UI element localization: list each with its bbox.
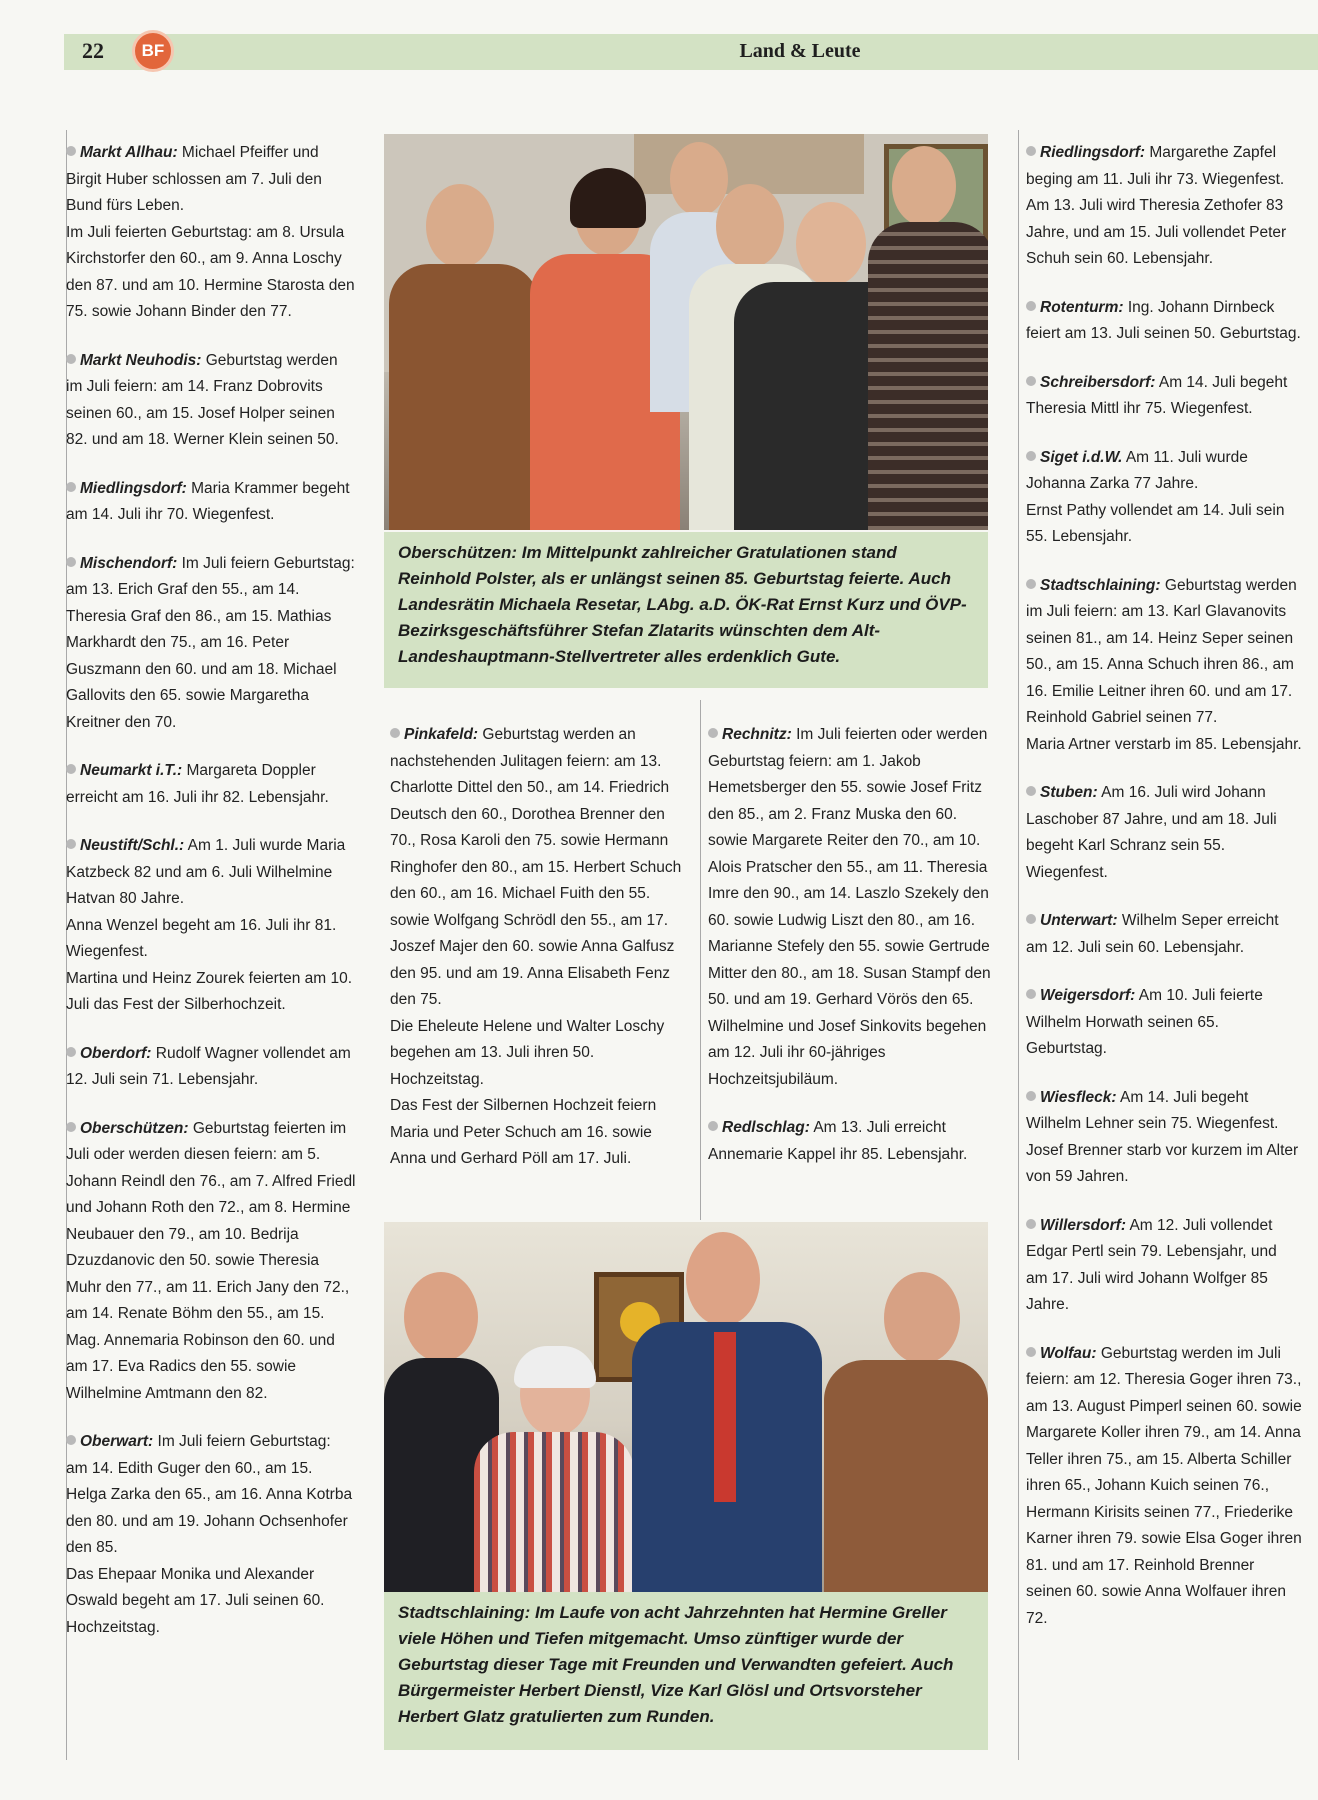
entry-text: Michael Pfeiffer und Birgit Huber schlossen am 7. Juli den Bund fürs Leben.	[66, 144, 322, 214]
entry-text: Margareta Doppler erreicht am 16. Juli ihr 82. Lebensjahr.	[66, 762, 329, 806]
entry-paragraph	[1026, 370, 1302, 423]
news-entry	[66, 476, 356, 529]
entry-paragraph	[1026, 140, 1302, 273]
entry-paragraph	[1026, 732, 1302, 759]
entry-paragraph	[1026, 1341, 1302, 1633]
entry-paragraph	[66, 551, 356, 737]
entry-paragraph	[66, 833, 356, 913]
person-figure	[824, 1272, 988, 1592]
entry-text: Im Juli feierten oder werden Geburtstag feiern: am 1. Jakob Hemetsberger den 55. sowie Josef Fritz den 85., am 2. Franz Muska den 60. sowie Margarete Reiter den 70., am 10. Alois Pratscher den 55., am 11. Theresia Imre den 90., am 14. Laszlo Szekely den 60. sowie Ludwig Liszt den 80., am 16. Marianne Stefely den 55. sowie Gertrude Mitter den 80., am 18. Susan Stampf den 50. und am 19. Gerhard Vörös den 65. Wilhelmine und Josef Sinkovits begehen am 12. Juli ihr 60-jähriges Hochzeitsjubiläum.	[708, 726, 991, 1088]
photo-caption-1: Oberschützen: Im Mittelpunkt zahlreicher Gratulationen stand Reinhold Polster, als er unlängst seinen 85. Geburtstag feierte. Auch Landesrätin Michaela Resetar, LAbg. a.D. ÖK-Rat Ernst Kurz und ÖVP-Bezirksgeschäftsführer Stefan Zlatarits wünschten dem Alt-Landeshauptmann-Stellvertreter alles erdenklich Gute.	[384, 532, 988, 688]
bullet-icon	[66, 839, 76, 849]
entry-paragraph	[390, 1093, 690, 1173]
place-name: Wolfau:	[1040, 1344, 1097, 1362]
news-entry	[66, 1116, 356, 1408]
entry-paragraph	[1026, 498, 1302, 551]
place-name: Rotenturm:	[1040, 298, 1124, 316]
place-name: Oberschützen:	[80, 1119, 189, 1137]
place-name: Willersdorf:	[1040, 1216, 1126, 1234]
entry-text: Am 11. Juli wurde Johanna Zarka 77 Jahre.	[1026, 448, 1248, 492]
column-divider	[700, 700, 701, 1220]
bullet-icon	[1026, 376, 1036, 386]
entry-paragraph	[708, 722, 998, 1093]
entry-text: Am 14. Juli begeht Wilhelm Lehner sein 75. Wiegenfest.	[1026, 1088, 1279, 1132]
entry-text: Wilhelm Seper erreicht am 12. Juli sein 60. Lebensjahr.	[1026, 912, 1279, 956]
entry-text: Anna Wenzel begeht am 16. Juli ihr 81. Wiegenfest.	[66, 916, 337, 960]
entry-paragraph	[1026, 1085, 1302, 1138]
news-entry	[1026, 445, 1302, 551]
entry-text: Im Juli feiern Geburtstag: am 14. Edith Guger den 60., am 15. Helga Zarka den 65., am 16. Anna Kotrba den 80. und am 19. Johann Ochsenhofer den 85.	[66, 1433, 353, 1556]
news-entry	[1026, 1085, 1302, 1191]
news-entry	[1026, 573, 1302, 759]
entry-paragraph	[1026, 1213, 1302, 1319]
news-entry	[390, 722, 690, 1173]
news-entry	[1026, 1341, 1302, 1633]
news-entry	[1026, 140, 1302, 273]
news-entry	[1026, 983, 1302, 1063]
entry-text: Margarethe Zapfel beging am 11. Juli ihr 73. Wiegenfest. Am 13. Juli wird Theresia Zethofer 83 Jahre, und am 15. Juli vollendet Peter Schuh sein 60. Lebensjahr.	[1026, 144, 1287, 267]
place-name: Rechnitz:	[722, 726, 792, 743]
entry-paragraph	[1026, 573, 1302, 732]
news-entry	[66, 348, 356, 454]
bullet-icon	[390, 728, 400, 738]
entry-paragraph	[66, 476, 356, 529]
photo-caption-2: Stadtschlaining: Im Laufe von acht Jahrzehnten hat Hermine Greller viele Höhen und Tiefen mitgemacht. Umso zünftiger wurde der Geburtstag dieser Tage mit Freunden und Verwandten gefeiert. Auch Bürgermeister Herbert Dienstl, Vize Karl Glösl und Ortsvorsteher Herbert Glatz gratulierten zum Runden.	[384, 1592, 988, 1750]
news-entry	[1026, 780, 1302, 886]
column-divider	[1018, 130, 1019, 1760]
person-figure	[474, 1352, 634, 1592]
person-figure	[624, 1232, 824, 1592]
bullet-icon	[66, 482, 76, 492]
place-name: Neumarkt i.T.:	[80, 762, 183, 779]
entry-text: Maria Artner verstarb im 85. Lebensjahr.	[1026, 735, 1302, 753]
news-entry	[66, 833, 356, 1019]
place-name: Stadtschlaining:	[1040, 576, 1161, 594]
bf-logo: BF	[132, 30, 174, 72]
entry-paragraph	[66, 1041, 356, 1094]
bullet-icon	[66, 764, 76, 774]
place-name: Wiesfleck:	[1040, 1088, 1117, 1106]
entry-text: Am 12. Juli vollendet Edgar Pertl sein 79. Lebensjahr, und am 17. Juli wird Johann Wolfger 85 Jahre.	[1026, 1216, 1277, 1313]
news-entry	[1026, 370, 1302, 423]
entry-text: Martina und Heinz Zourek feierten am 10. Juli das Fest der Silberhochzeit.	[66, 969, 353, 1013]
entry-text: Im Juli feierten Geburtstag: am 8. Ursula Kirchstorfer den 60., am 9. Anna Loschy den 87. und am 10. Hermine Starosta den 75. sowie Johann Binder den 77.	[66, 223, 355, 320]
entry-paragraph	[66, 966, 356, 1019]
news-entry	[1026, 1213, 1302, 1319]
news-entry	[1026, 295, 1302, 348]
entry-text: Das Ehepaar Monika und Alexander Oswald begeht am 17. Juli seinen 60. Hochzeitstag.	[66, 1565, 325, 1636]
entry-text: Geburtstag werden im Juli feiern: am 12. Theresia Goger ihren 73., am 13. August Pimperl seinen 60. sowie Margarete Koller ihren 79., am 14. Anna Teller ihren 75., am 15. Alberta Schiller ihren 65., Johann Kuich seinen 76., Hermann Kirisits seinen 77., Friederike Karner ihren 79. sowie Elsa Goger ihren 81. und am 17. Reinhold Brenner seinen 60. sowie Anna Wolfauer ihren 72.	[1026, 1344, 1302, 1627]
entry-text: Die Eheleute Helene und Walter Loschy begehen am 13. Juli ihren 50. Hochzeitstag.	[390, 1017, 665, 1088]
place-name: Oberdorf:	[80, 1044, 152, 1062]
place-name: Neustift/Schl.:	[80, 837, 185, 854]
entry-paragraph	[1026, 983, 1302, 1063]
place-name: Redlschlag:	[722, 1119, 810, 1136]
news-entry	[66, 551, 356, 737]
entry-text: Am 10. Juli feierte Wilhelm Horwath seinen 65. Geburtstag.	[1026, 987, 1263, 1057]
bullet-icon	[1026, 579, 1036, 589]
entry-paragraph	[390, 722, 690, 1014]
bullet-icon	[66, 146, 76, 156]
entry-paragraph	[66, 1429, 356, 1562]
entry-paragraph	[66, 913, 356, 966]
entry-text: Am 16. Juli wird Johann Laschober 87 Jahre, und am 18. Juli begeht Karl Schranz sein 55. Wiegenfest.	[1026, 784, 1277, 881]
entry-text: Maria Krammer begeht am 14. Juli ihr 70. Wiegenfest.	[66, 479, 350, 523]
place-name: Unterwart:	[1040, 912, 1118, 929]
entry-text: Ing. Johann Dirnbeck feiert am 13. Juli seinen 50. Geburtstag.	[1026, 298, 1301, 342]
bullet-icon	[1026, 786, 1036, 796]
bullet-icon	[1026, 1347, 1036, 1357]
news-entry	[708, 722, 998, 1093]
entry-paragraph	[1026, 780, 1302, 886]
entry-paragraph	[1026, 908, 1302, 961]
entry-paragraph	[66, 348, 356, 454]
entry-paragraph	[66, 140, 356, 220]
bullet-icon	[66, 354, 76, 364]
entry-paragraph	[1026, 295, 1302, 348]
bullet-icon	[1026, 451, 1036, 461]
place-name: Siget i.d.W.	[1040, 448, 1123, 466]
section-title: Land & Leute	[739, 40, 861, 62]
column-3	[708, 722, 998, 1190]
page-number: 22	[82, 38, 104, 63]
bullet-icon	[66, 1435, 76, 1445]
news-entry	[1026, 908, 1302, 961]
person-figure	[854, 146, 988, 530]
entry-text: Das Fest der Silbernen Hochzeit feiern Maria und Peter Schuch am 16. sowie Anna und Gerhard Pöll am 17. Juli.	[390, 1097, 657, 1167]
bullet-icon	[708, 1121, 718, 1131]
entry-text: Rudolf Wagner vollendet am 12. Juli sein 71. Lebensjahr.	[66, 1044, 351, 1088]
news-entry	[66, 758, 356, 811]
entry-paragraph	[66, 1562, 356, 1642]
entry-text: Geburtstag werden im Juli feiern: am 13. Karl Glavanovits seinen 81., am 14. Heinz Seper seinen 50., am 15. Anna Schuch ihren 86., am 16. Emilie Leitner ihren 60. und am 17. Reinhold Gabriel seinen 77.	[1026, 576, 1297, 726]
place-name: Riedlingsdorf:	[1040, 144, 1146, 161]
bullet-icon	[66, 557, 76, 567]
column-4	[1026, 140, 1302, 1654]
entry-paragraph	[1026, 1138, 1302, 1191]
place-name: Mischendorf:	[80, 554, 178, 572]
entry-text: Josef Brenner starb vor kurzem im Alter von 59 Jahren.	[1026, 1141, 1299, 1185]
entry-text: Geburtstag werden an nachstehenden Julitagen feiern: am 13. Charlotte Dittel den 50., am 14. Friedrich Deutsch den 60., Dorothea Brenner den 70., Rosa Karoli den 75. sowie Hermann Ringhofer den 80., am 15. Herbert Schuch den 60., am 16. Michael Fuith den 55. sowie Wolfgang Schrödl den 55., am 17. Joszef Majer den 60. sowie Anna Galfusz den 95. und am 19. Anna Elisabeth Fenz den 75.	[390, 726, 682, 1008]
bullet-icon	[66, 1047, 76, 1057]
entry-text: Im Juli feiern Geburtstag: am 13. Erich Graf den 55., am 14. Theresia Graf den 86., am 15. Mathias Markhardt den 75., am 16. Peter Guszmann den 60. und am 18. Michael Gallovits den 65. sowie Margaretha Kreitner den 70.	[66, 554, 355, 731]
bullet-icon	[708, 728, 718, 738]
place-name: Weigersdorf:	[1040, 987, 1136, 1004]
place-name: Miedlingsdorf:	[80, 479, 187, 497]
column-2	[390, 722, 690, 1195]
entry-paragraph	[708, 1115, 998, 1168]
bullet-icon	[1026, 914, 1036, 924]
news-entry	[708, 1115, 998, 1168]
place-name: Schreibersdorf:	[1040, 373, 1156, 391]
column-1	[66, 140, 356, 1663]
place-name: Oberwart:	[80, 1433, 154, 1450]
group-photo-stadtschlaining	[384, 1222, 988, 1592]
group-photo-oberschuetzen	[384, 134, 988, 530]
entry-paragraph	[66, 758, 356, 811]
entry-text: Geburtstag feierten im Juli oder werden diesen feiern: am 5. Johann Reindl den 76., am 7. Alfred Friedl und Johann Roth den 72., am 8. Hermine Neubauer den 79., am 10. Bedrija Dzuzdanovic den 50. sowie Theresia Muhr den 77., am 11. Erich Jany den 72., am 14. Renate Böhm den 55., am 15. Mag. Annemaria Robinson den 60. und am 17. Eva Radics den 55. sowie Wilhelmine Amtmann den 82.	[66, 1119, 356, 1402]
bullet-icon	[1026, 989, 1036, 999]
place-name: Pinkafeld:	[404, 726, 479, 743]
place-name: Markt Allhau:	[80, 144, 178, 161]
entry-text: Am 13. Juli erreicht Annemarie Kappel ihr 85. Lebensjahr.	[708, 1119, 968, 1163]
bullet-icon	[1026, 1219, 1036, 1229]
entry-text: Am 1. Juli wurde Maria Katzbeck 82 und am 6. Juli Wilhelmine Hatvan 80 Jahre.	[66, 837, 346, 907]
entry-paragraph	[66, 1116, 356, 1408]
entry-text: Geburtstag werden im Juli feiern: am 14. Franz Dobrovits seinen 60., am 15. Josef Holper seinen 82. und am 18. Werner Klein seinen 50.	[66, 351, 339, 448]
bullet-icon	[66, 1122, 76, 1132]
entry-text: Am 14. Juli begeht Theresia Mittl ihr 75. Wiegenfest.	[1026, 373, 1288, 417]
place-name: Markt Neuhodis:	[80, 351, 202, 369]
place-name: Stuben:	[1040, 784, 1098, 801]
entry-paragraph	[66, 220, 356, 326]
entry-paragraph	[1026, 445, 1302, 498]
bullet-icon	[1026, 1091, 1036, 1101]
bullet-icon	[1026, 301, 1036, 311]
bullet-icon	[1026, 146, 1036, 156]
news-entry	[66, 140, 356, 326]
news-entry	[66, 1429, 356, 1641]
news-entry	[66, 1041, 356, 1094]
entry-paragraph	[390, 1014, 690, 1094]
entry-text: Ernst Pathy vollendet am 14. Juli sein 55. Lebensjahr.	[1026, 501, 1285, 545]
